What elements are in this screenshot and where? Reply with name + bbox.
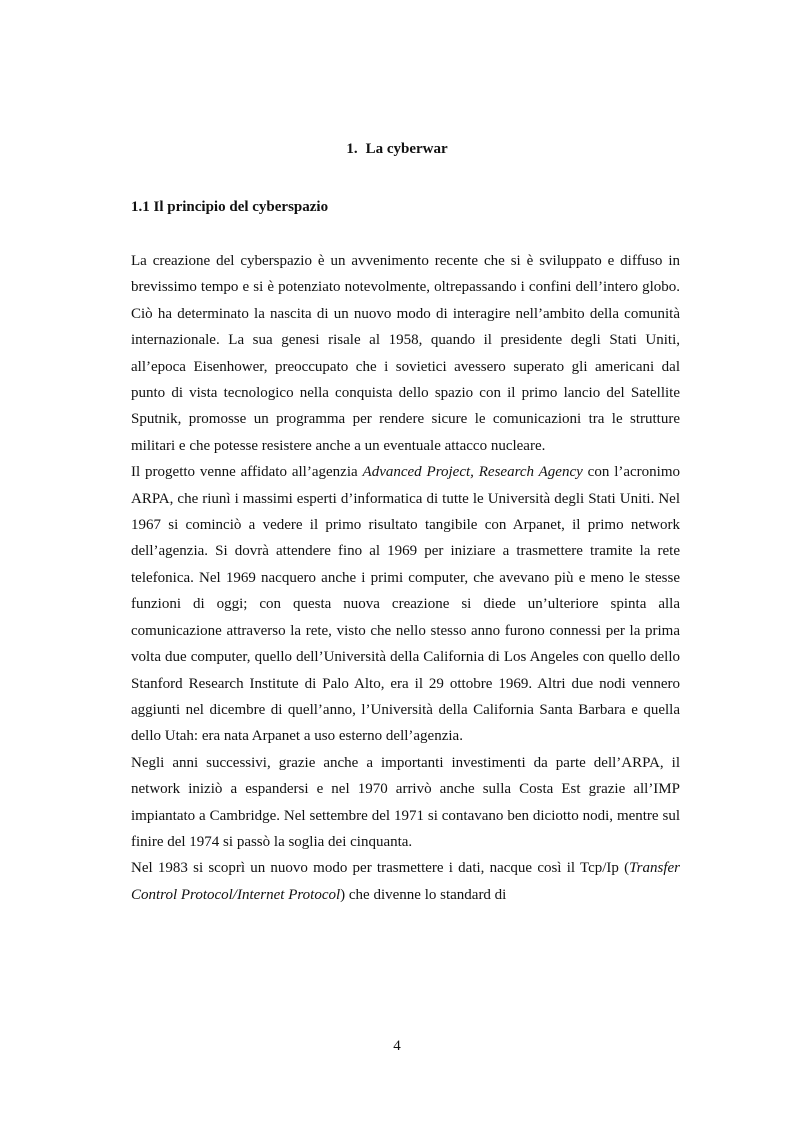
paragraph-4 — [131, 855, 680, 908]
paragraph-2 — [131, 459, 680, 749]
paragraph-4-protocol-name: Transfer Control Protocol/Internet Protocol — [131, 860, 680, 903]
paragraph-2-part-2: con l’acronimo ARPA, che riunì i massimi esperti d’informatica di tutte le Università degli Stati Uniti. Nel 1967 si cominciò a vedere il primo risultato tangibile con Arpanet, il primo network dell’agenzia. Si dovrà attendere fino al 1969 per iniziare a trasmettere tramite la rete telefonica. Nel 1969 nacquero anche i primi computer, che avevano più e meno le stesse funzioni di oggi; con questa nuova creazione si diede un’ulteriore spinta alla comunicazione attraverso la rete, visto che nello stesso anno furono connessi per la prima volta due computer, quello dell’Università della California di Los Angeles con quello dello Stanford Research Institute di Palo Alto, era il 29 ottobre 1969. Altri due nodi vennero aggiunti nel dicembre di quell’anno, l’Università della California Santa Barbara e quella dello Utah: era nata Arpanet a uso esterno dell’agenzia. — [131, 464, 681, 745]
chapter-heading — [0, 141, 794, 158]
section-title: 1.1 Il principio del cyberspazio — [131, 199, 329, 215]
body-text — [131, 248, 680, 908]
paragraph-4-part-1: Nel 1983 si scoprì un nuovo modo per trasmettere i dati, nacque così il Tcp/Ip ( — [131, 860, 630, 877]
paragraph-2-agency-name: Advanced Project, Research Agency — [362, 464, 583, 481]
paragraph-4-part-2: ) che divenne lo standard di — [340, 886, 507, 903]
paragraph-3: Negli anni successivi, grazie anche a importanti investimenti da parte dell’ARPA, il network iniziò a espandersi e nel 1970 arrivò anche sulla Costa Est grazie all’IMP impiantato a Cambridge. Nel settembre del 1971 si contavano ben diciotto nodi, mentre sul finire del 1974 si passò la soglia dei cinquanta. — [131, 754, 680, 850]
paragraph-2-part-1: Il progetto venne affidato all’agenzia — [131, 464, 363, 481]
paragraph-1: La creazione del cyberspazio è un avvenimento recente che si è sviluppato e diffuso in brevissimo tempo e si è potenziato notevolmente, oltrepassando i confini dell’intero globo. Ciò ha determinato la nascita di un nuovo modo di interagire nell’ambito della comunità internazionale. La sua genesi risale al 1958, quando il presidente degli Stati Uniti, all’epoca Eisenhower, preoccupato che i sovietici avessero superato gli americani dal punto di vista tecnologico nella conquista dello spazio con il primo lancio del Satellite Sputnik, promosse un programma per rendere sicure le comunicazioni tra le strutture militari e che potesse resistere anche a un eventuale attacco nucleare. — [131, 253, 680, 454]
chapter-number: 1. — [346, 141, 358, 157]
page-number: 4 — [393, 1038, 401, 1054]
chapter-title: La cyberwar — [365, 141, 448, 157]
